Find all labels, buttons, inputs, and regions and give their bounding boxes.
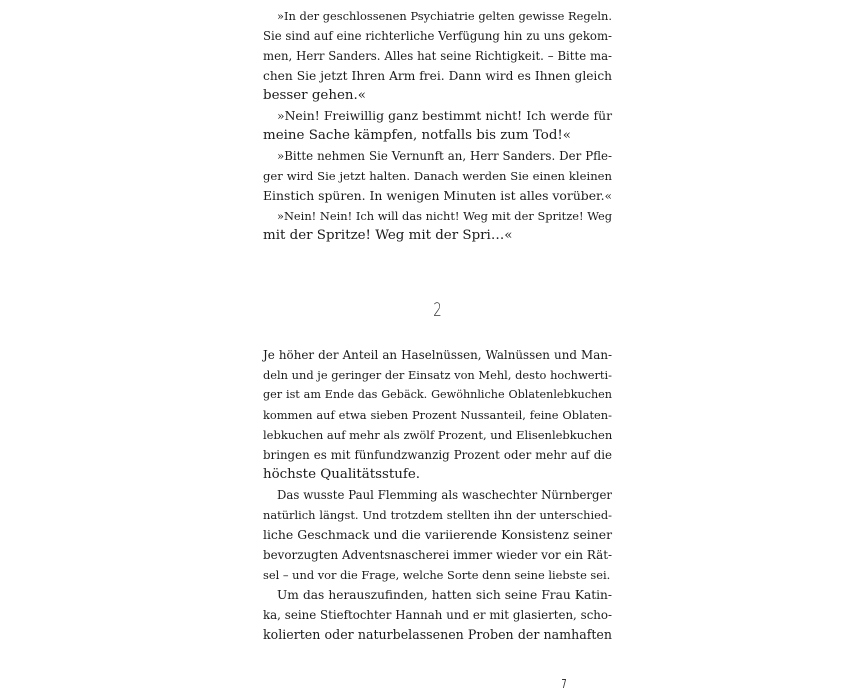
text-line: »Nein! Freiwillig ganz bestimmt nicht! Ich werde für bbox=[277, 108, 612, 123]
text-line: bringen es mit fünfundzwanzig Prozent oder mehr auf die bbox=[263, 448, 612, 462]
text-line: kolierten oder naturbelassenen Proben der namhaften bbox=[263, 627, 612, 642]
text-line: natürlich längst. Und trotzdem stellten ihn der unterschied- bbox=[263, 508, 612, 522]
text-line: Das wusste Paul Flemming als waschechter Nürnberger bbox=[277, 488, 612, 502]
text-line: lebkuchen auf mehr als zwölf Prozent, und Elisenlebkuchen bbox=[263, 428, 613, 442]
text-line: mit der Spritze! Weg mit der Spri…« bbox=[263, 228, 513, 243]
text-line: ger ist am Ende das Gebäck. Gewöhnliche Oblatenlebkuchen bbox=[263, 388, 612, 401]
text-line: Sie sind auf eine richterliche Verfügung hin zu uns gekom- bbox=[263, 29, 612, 43]
text-line: Je höher der Anteil an Haselnüssen, Walnüssen und Man- bbox=[263, 348, 612, 362]
text-line: sel – und vor die Frage, welche Sorte denn seine liebste sei. bbox=[263, 568, 611, 582]
book-page bbox=[263, 0, 612, 693]
chapter-number: 2 bbox=[433, 299, 442, 321]
text-line: ger wird Sie jetzt halten. Danach werden Sie einen kleinen bbox=[263, 169, 612, 183]
text-line: liche Geschmack und die variierende Konsistenz seiner bbox=[263, 527, 612, 542]
page-number: 7 bbox=[561, 677, 567, 691]
text-line: »Nein! Nein! Ich will das nicht! Weg mit der Spritze! Weg bbox=[277, 209, 612, 223]
text-line: Einstich spüren. In wenigen Minuten ist alles vorüber.« bbox=[263, 188, 613, 203]
text-line: chen Sie jetzt Ihren Arm frei. Dann wird es Ihnen gleich bbox=[263, 69, 612, 83]
text-line: men, Herr Sanders. Alles hat seine Richtigkeit. – Bitte ma- bbox=[263, 49, 612, 63]
text-line: bevorzugten Adventsnascherei immer wieder vor ein Rät- bbox=[263, 548, 612, 562]
text-line: »Bitte nehmen Sie Vernunft an, Herr Sanders. Der Pfle- bbox=[277, 149, 612, 163]
text-line: ka, seine Stieftochter Hannah und er mit glasierten, scho- bbox=[263, 608, 612, 622]
text-line: meine Sache kämpfen, notfalls bis zum Tod!« bbox=[263, 128, 571, 143]
text-line: Um das herauszufinden, hatten sich seine Frau Katin- bbox=[277, 588, 612, 602]
text-line: besser gehen.« bbox=[263, 88, 366, 103]
text-line: höchste Qualitätsstufe. bbox=[263, 467, 421, 482]
text-line: »In der geschlossenen Psychiatrie gelten gewisse Regeln. bbox=[277, 9, 612, 23]
text-line: deln und je geringer der Einsatz von Mehl, desto hochwerti- bbox=[263, 368, 612, 382]
text-line: kommen auf etwa sieben Prozent Nussanteil, feine Oblaten- bbox=[263, 408, 612, 422]
